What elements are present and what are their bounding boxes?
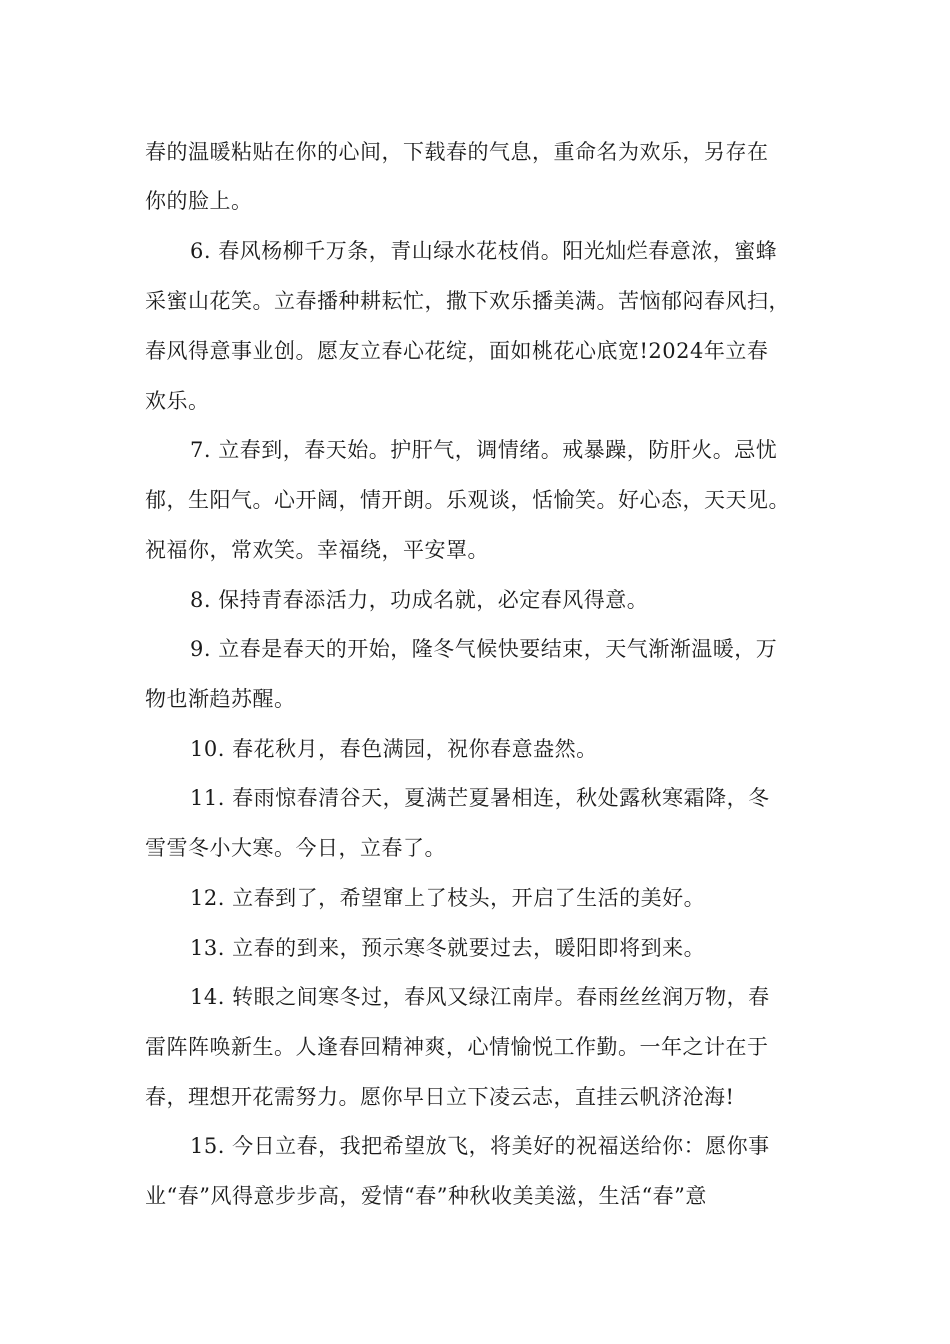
text-line: 业“春”风得意步步高，爱情“春”种秋收美美滋，生活“春”意: [145, 1184, 707, 1208]
text-line: 春风得意事业创。愿友立春心花绽，面如桃花心底宽!2024年立春: [145, 339, 769, 363]
text-line: 春的温暖粘贴在你的心间，下载春的气息，重命名为欢乐，另存在: [145, 140, 769, 164]
text-line: 雷阵阵唤新生。人逢春回精神爽，心情愉悦工作勤。一年之计在于: [145, 1035, 769, 1059]
text-line: 春，理想开花需努力。愿你早日立下凌云志，直挂云帆济沧海!: [145, 1085, 735, 1109]
text-line: 郁，生阳气。心开阔，情开朗。乐观谈，恬愉笑。好心态，天天见。: [145, 488, 790, 512]
text-line: 你的脸上。: [145, 189, 253, 213]
list-item-8: 8. 保持青春添活力，功成名就，必定春风得意。: [190, 588, 649, 612]
list-item-12: 12. 立春到了，希望窜上了枝头，开启了生活的美好。: [190, 886, 706, 910]
list-item-11: 11. 春雨惊春清谷天，夏满芒夏暑相连，秋处露秋寒霜降，冬: [190, 786, 770, 810]
text-line: 欢乐。: [145, 389, 210, 413]
list-item-15: 15. 今日立春，我把希望放飞，将美好的祝福送给你：愿你事: [190, 1134, 770, 1158]
list-item-10: 10. 春花秋月，春色满园，祝你春意盎然。: [190, 737, 598, 761]
text-line: 采蜜山花笑。立春播种耕耘忙，撒下欢乐播美满。苦恼郁闷春风扫，: [145, 289, 790, 313]
text-line: 祝福你，常欢笑。幸福绕，平安罩。: [145, 538, 489, 562]
text-line: 物也渐趋苏醒。: [145, 687, 296, 711]
text-line: 雪雪冬小大寒。今日，立春了。: [145, 836, 446, 860]
list-item-9: 9. 立春是春天的开始，隆冬气候快要结束，天气渐渐温暖，万: [190, 637, 778, 661]
list-item-6: 6. 春风杨柳千万条，青山绿水花枝俏。阳光灿烂春意浓，蜜蜂: [190, 239, 778, 263]
list-item-13: 13. 立春的到来，预示寒冬就要过去，暖阳即将到来。: [190, 936, 706, 960]
list-item-14: 14. 转眼之间寒冬过，春风又绿江南岸。春雨丝丝润万物，春: [190, 985, 770, 1009]
list-item-7: 7. 立春到，春天始。护肝气，调情绪。戒暴躁，防肝火。忌忧: [190, 438, 778, 462]
